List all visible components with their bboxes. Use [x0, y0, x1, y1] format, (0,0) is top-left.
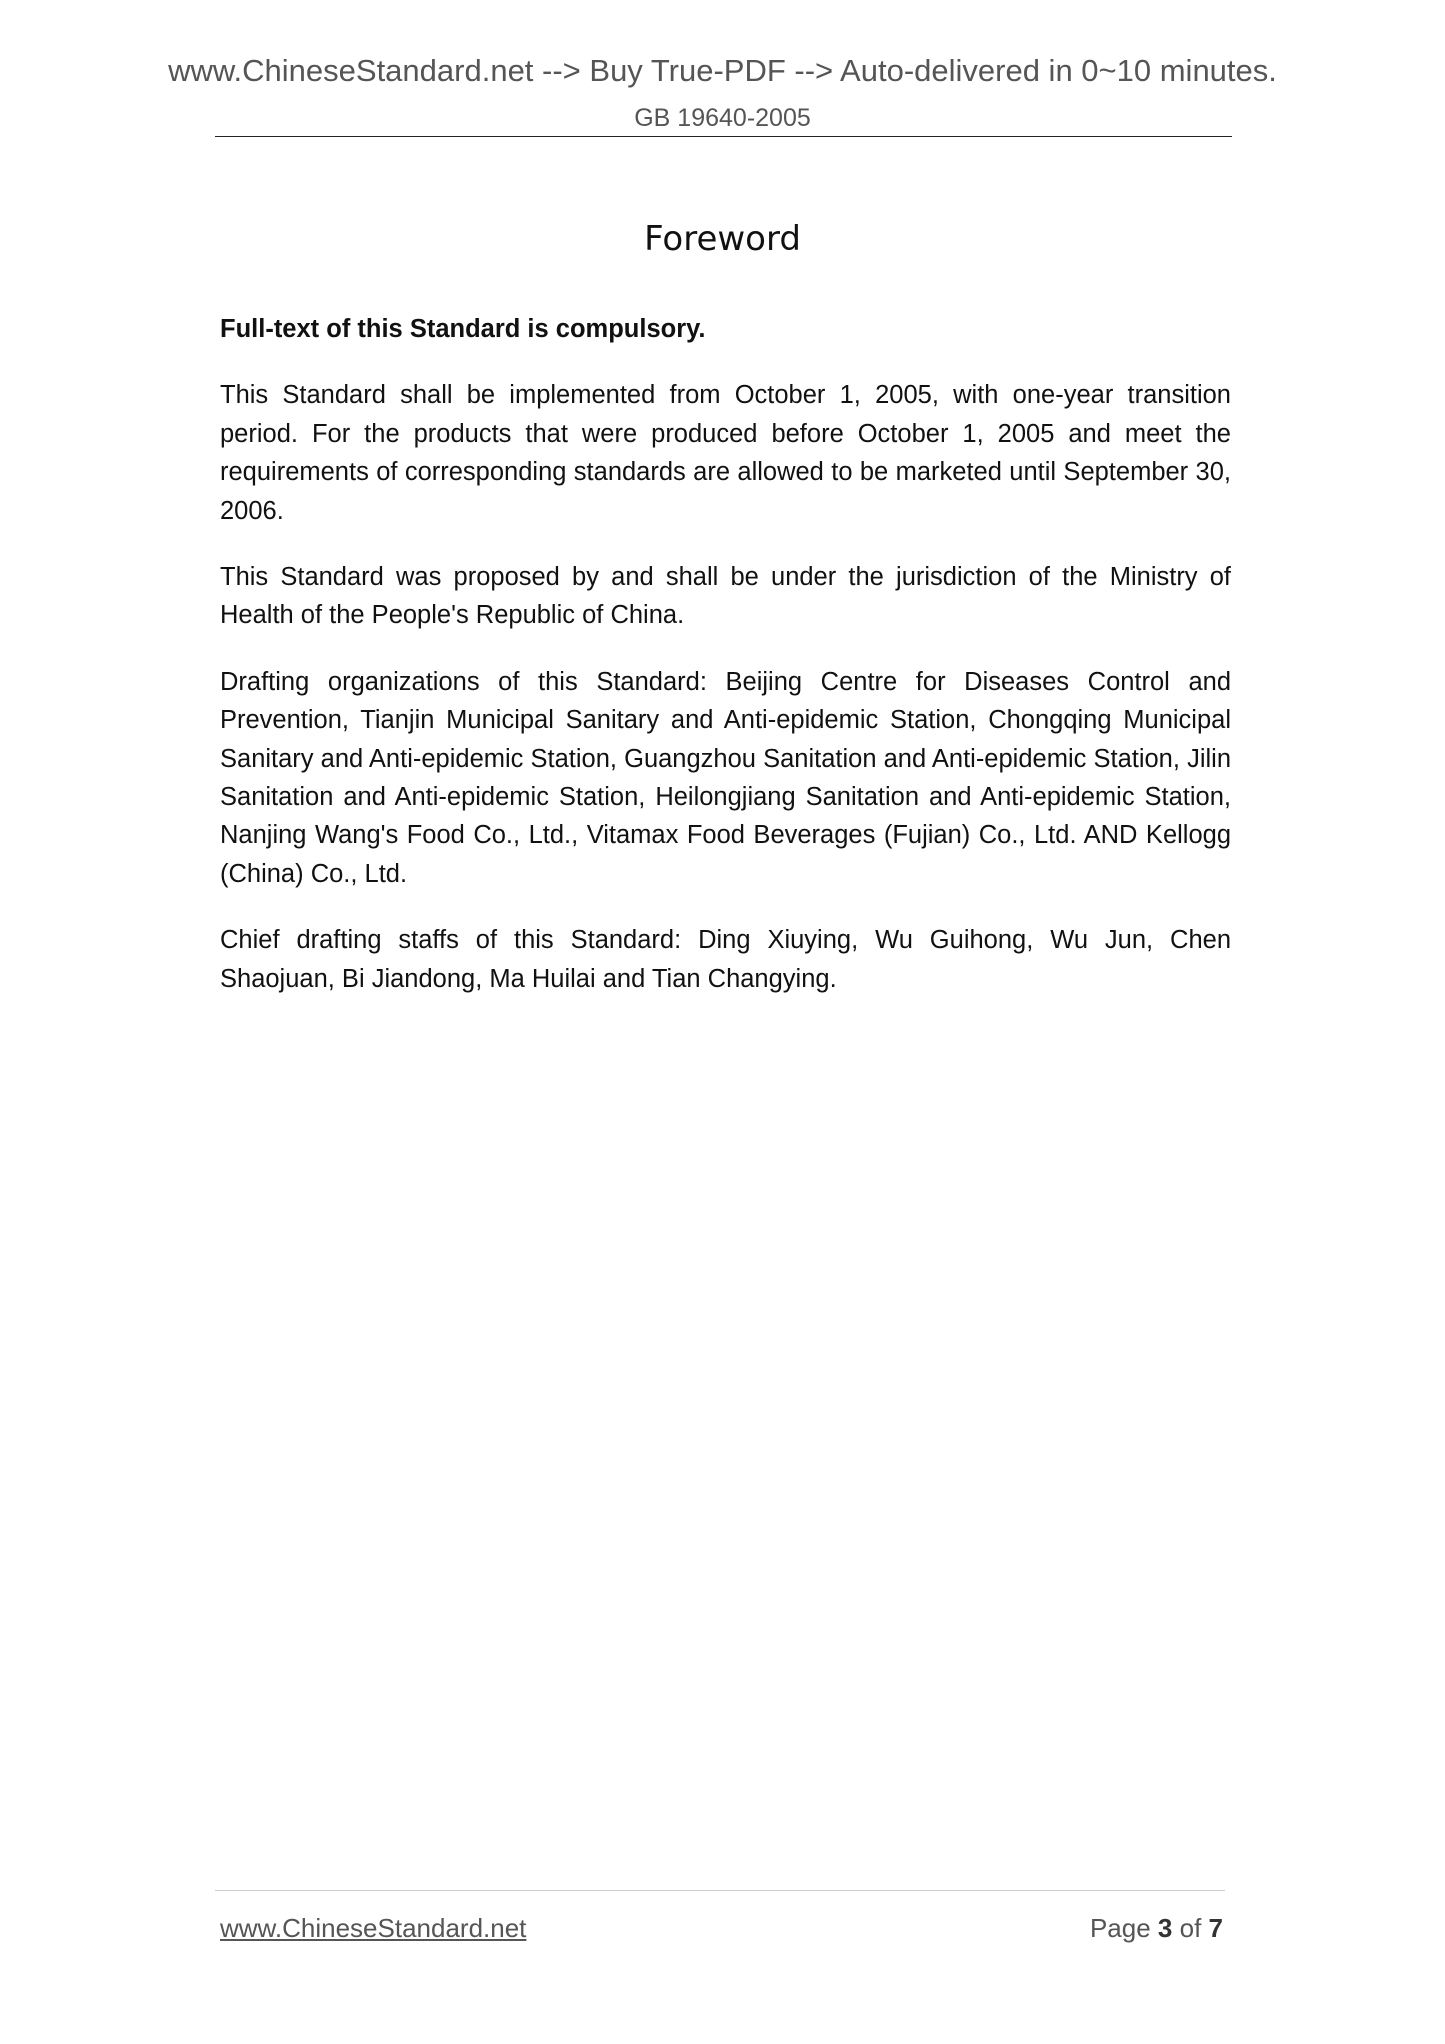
implementation-paragraph: This Standard shall be implemented from October 1, 2005, with one-year transition period. For the products that were produced before October 1, 2005 and meet the requirements of corresponding standards are allowed to be marketed until September 30, 2006. [220, 381, 1231, 525]
page-title: Foreword [644, 219, 801, 259]
page-current: 3 [1157, 1913, 1173, 1943]
footer-website-link[interactable]: www.ChineseStandard.net [220, 1913, 527, 1943]
drafting-staff-paragraph: Chief drafting staffs of this Standard: Ding Xiuying, Wu Guihong, Wu Jun, Chen Shaojuan, Bi Jiandong, Ma Huilai and Tian Changying. [220, 926, 1231, 993]
page-of: of [1179, 1913, 1202, 1943]
header-divider [215, 136, 1232, 137]
document-body [220, 310, 1231, 1026]
page-prefix: Page [1089, 1913, 1151, 1943]
standard-code: GB 19640-2005 [634, 104, 811, 132]
page-total: 7 [1208, 1913, 1223, 1943]
compulsory-statement: Full-text of this Standard is compulsory. [220, 315, 706, 343]
page-number [1090, 1915, 1223, 1941]
drafting-organizations-paragraph: Drafting organizations of this Standard: Beijing Centre for Diseases Control and Prevention, Tianjin Municipal Sanitary and Anti-epidemic Station, Chongqing Municipal Sanitary and Anti-epidemic Station, Guangzhou Sanitation and Anti-epidemic Station, Jilin Sanitation and Anti-epidemic Station, Heilongjiang Sanitation and Anti-epidemic Station, Nanjing Wang's Food Co., Ltd., Vitamax Food Beverages (Fujian) Co., Ltd. AND Kellogg (China) Co., Ltd. [220, 667, 1231, 888]
header-banner: www.ChineseStandard.net --> Buy True-PDF --> Auto-delivered in 0~10 minutes. [168, 53, 1277, 88]
footer-divider [215, 1890, 1225, 1891]
jurisdiction-paragraph: This Standard was proposed by and shall be under the jurisdiction of the Ministry of Health of the People's Republic of China. [220, 563, 1231, 630]
